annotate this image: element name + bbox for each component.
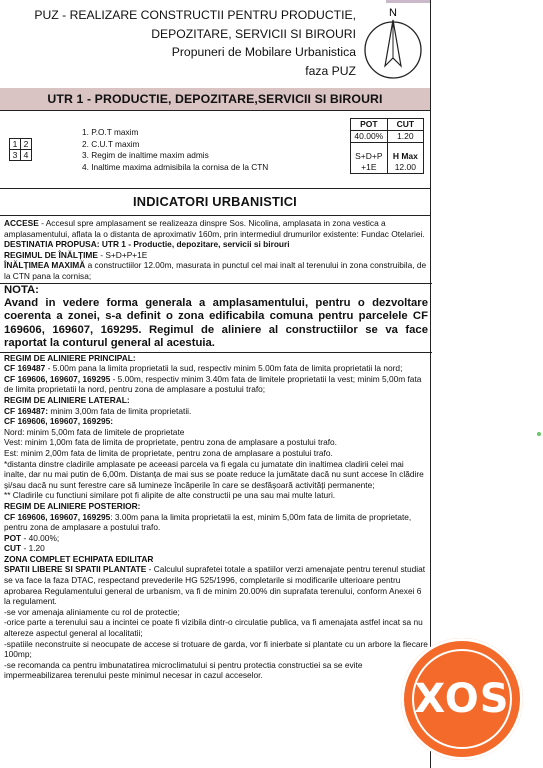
indicator-box — [350, 118, 424, 174]
indicators-title: INDICATORI URBANISTICI — [0, 188, 430, 216]
principal-title: REGIM DE ALINIERE PRINCIPAL: — [4, 352, 136, 363]
lateral-line: ** Cladirile cu functiuni similare pot fi alipite de alte constructii pe una sau mai multe laturi. — [4, 490, 336, 501]
regim-value — [351, 143, 388, 174]
regim-line-1: S+D+P — [355, 151, 383, 161]
pot-value: 40.00% — [351, 131, 388, 143]
lateral-item-1 — [4, 406, 428, 417]
inaltimea-label: ÎNĂLȚIMEA MAXIMĂ — [4, 260, 86, 271]
pot-label: POT — [351, 119, 388, 131]
regim-text: - S+D+P+1E — [97, 249, 148, 260]
lateral-2-label: CF 169606, 169607, 169295: — [4, 416, 114, 427]
principal-2-text: - 5.00m, respectiv minim 3.40m fata de limitele proprietatii la vest; minim 5,00m fata de limita proprietatii la nord, pentru zona de amplasare a postului trafo; — [4, 373, 422, 395]
posterior-item — [4, 512, 428, 533]
header-line-1: PUZ - REALIZARE CONSTRUCTII PENTRU PRODUCTIE, — [34, 8, 356, 22]
regim-line-2: +1E — [361, 162, 377, 172]
xos-logo-button[interactable] — [401, 638, 523, 760]
utr-title: UTR 1 - PRODUCTIE, DEPOZITARE,SERVICII SI BIROURI — [0, 88, 430, 111]
header-line-4: faza PUZ — [305, 63, 356, 78]
spatii-text: - Calculul suprafetei totale a spatiilor verzi amenajate pentru terenul studiat se va face la faza DTAC, respectand prevederile HG 525/1996, completarile si modificarile ulterioare pentru aprobarea Regulamentului general de urbanism, va fi de minim 20.00% din suprafata terenului, conform Anexei 6 la regulament. — [4, 564, 426, 607]
lateral-line: Est: minim 2,00m fata de limita de proprietate, pentru zona de amplasare a postului trafo. — [4, 447, 333, 458]
spatii-label: SPATII LIBERE SI SPATII PLANTATE — [4, 564, 147, 575]
nota-text: Avand in vedere forma generala a amplasamentului, pentru o dezvoltare coerenta a zonei, s-a definit o zona edificabila comuna pentru parcelele CF 169606, 169607, 169295. Regimul de aliniere al constructiilor se va face raportat la conturul general al acestuia. — [4, 296, 428, 350]
pot-line-label: POT — [4, 532, 22, 543]
grid-cell-4: 4 — [21, 150, 32, 161]
grid-cell-1: 1 — [10, 139, 21, 150]
principal-1-text: - 5.00m pana la limita proprietatii la sud, respectiv minim 5.00m fata de limita proprietatii la nord; — [45, 363, 403, 374]
cut-line-text: - 1.20 — [21, 543, 45, 554]
legend-item: 4. Inaltime maxima admisibila la cornisa de la CTN — [82, 161, 269, 172]
nota-label: NOTA: — [4, 283, 39, 296]
xos-logo-text: XOS — [414, 651, 510, 747]
principal-1-label: CF 169487 — [4, 363, 46, 374]
green-dot — [537, 432, 541, 436]
posterior-text: : 3.00m pana la limita proprietatii la est, minim 5,00m fata de limita de proprietate, pentru zona de amplasare a postului trafo. — [4, 511, 412, 533]
legend-section — [0, 110, 430, 189]
posterior-title: REGIM DE ALINIERE POSTERIOR: — [4, 500, 141, 511]
lateral-title: REGIM DE ALINIERE LATERAL: — [4, 394, 130, 405]
lateral-1-text: minim 3,00m fata de limita proprietatii. — [48, 405, 192, 416]
legend-item: 3. Regim de inaltime maxim admis — [82, 150, 209, 160]
accese-paragraph — [4, 218, 428, 239]
spatii-line: -se vor amenaja aliniamente cu rol de protectie; — [4, 606, 180, 617]
lateral-line: Vest: minim 1,00m fata de limita de proprietate, pentru zona de amplasare a postului trafo. — [4, 437, 338, 448]
destinatia-label: DESTINATIA PROPUSA: — [4, 239, 100, 250]
grid-cell-3: 3 — [10, 150, 21, 161]
hmax-label: H Max — [392, 151, 418, 161]
legend-grid — [9, 138, 32, 161]
lateral-line: Nord: minim 5,00m fata de limitele de proprietate — [4, 426, 185, 437]
inaltimea-paragraph — [4, 260, 428, 281]
accese-text: - Accesul spre amplasament se realizeaza dinspre Sos. Nicolina, amplasata in zona vestica a amplasamentului, aflata la o distanta de aproximativ 160m, prin intermediul drumurilor existente: Fundac Otelariei. — [4, 218, 425, 239]
cut-line — [4, 543, 428, 554]
inaltimea-text: a constructiilor 12.00m, masurata in punctul cel mai inalt al terenului in zona construibila, de la CTN pana la cornisa; — [4, 260, 427, 281]
header-line-2: DEPOZITARE, SERVICII SI BIROURI — [151, 26, 356, 41]
principal-item-1 — [4, 363, 428, 374]
posterior-label: CF 169606, 169607, 169295 — [4, 511, 111, 522]
lateral-1-label: CF 169487: — [4, 405, 49, 416]
cut-label: CUT — [387, 119, 423, 131]
lateral-line: *distanta dinstre cladirile amplasate pe aceeasi parcela va fi egala cu jumatate din inaltimea cladirii celei mai inalte, dar nu mai putin de 6,00m. Distanța de mai sus se poate reduce la jumătate dacă nu sunt accese în clădire și/sau dacă nu sunt ferestre care să lumineze încăperile în care se desfășoară activități permanente; — [4, 458, 424, 490]
principal-2-label: CF 169606, 169607, 169295 — [4, 373, 111, 384]
header-line-3: Propuneri de Mobilare Urbanistica — [171, 45, 356, 59]
principal-item-2 — [4, 374, 428, 395]
spatii-paragraph — [4, 564, 428, 606]
echipata-title: ZONA COMPLET ECHIPATA EDILITAR — [4, 553, 154, 564]
pot-line-text: - 40.00%; — [21, 532, 60, 543]
legend-item: 1. P.O.T maxim — [82, 127, 139, 137]
hmax-value: 12.00 — [394, 162, 416, 172]
legend-list — [82, 127, 268, 173]
destinatia-text: UTR 1 - Productie, depozitare, servicii si birouri — [99, 239, 290, 250]
grid-cell-2: 2 — [21, 139, 32, 150]
accese-label: ACCESE — [4, 218, 39, 228]
north-letter: N — [389, 7, 397, 19]
sheet-header — [0, 0, 430, 89]
spatii-line: -orice parte a terenului sau a incintei ce poate fi vizibila dintr-o circulatie publica, va fi amenajata astfel incat sa nu altereze aspectul general al localitatii; — [4, 617, 423, 639]
pot-line — [4, 533, 428, 544]
cut-value: 1.20 — [387, 131, 423, 143]
cut-line-label: CUT — [4, 543, 22, 554]
legend-item: 2. C.U.T maxim — [82, 138, 140, 149]
north-arrow-icon — [360, 4, 426, 84]
header-title — [4, 6, 356, 80]
destinatia-paragraph — [4, 239, 428, 250]
regulation-text — [4, 218, 428, 681]
regim-paragraph — [4, 250, 428, 261]
regim-label: REGIMUL DE ÎNĂLȚIME — [4, 249, 98, 260]
spatii-line: -spatiile neconstruite si neocupate de accese si trotuare de garda, vor fi inierbate si plantate cu un arbore la fiecare 100mp; — [4, 638, 428, 660]
hmax-cell — [387, 143, 423, 174]
spatii-line: -se recomanda ca pentru imbunatatirea microclimatului si pentru protectia constructiei sa se evite impermeabilizarea terenului peste minimul necesar in cazul acceselor. — [4, 659, 363, 681]
